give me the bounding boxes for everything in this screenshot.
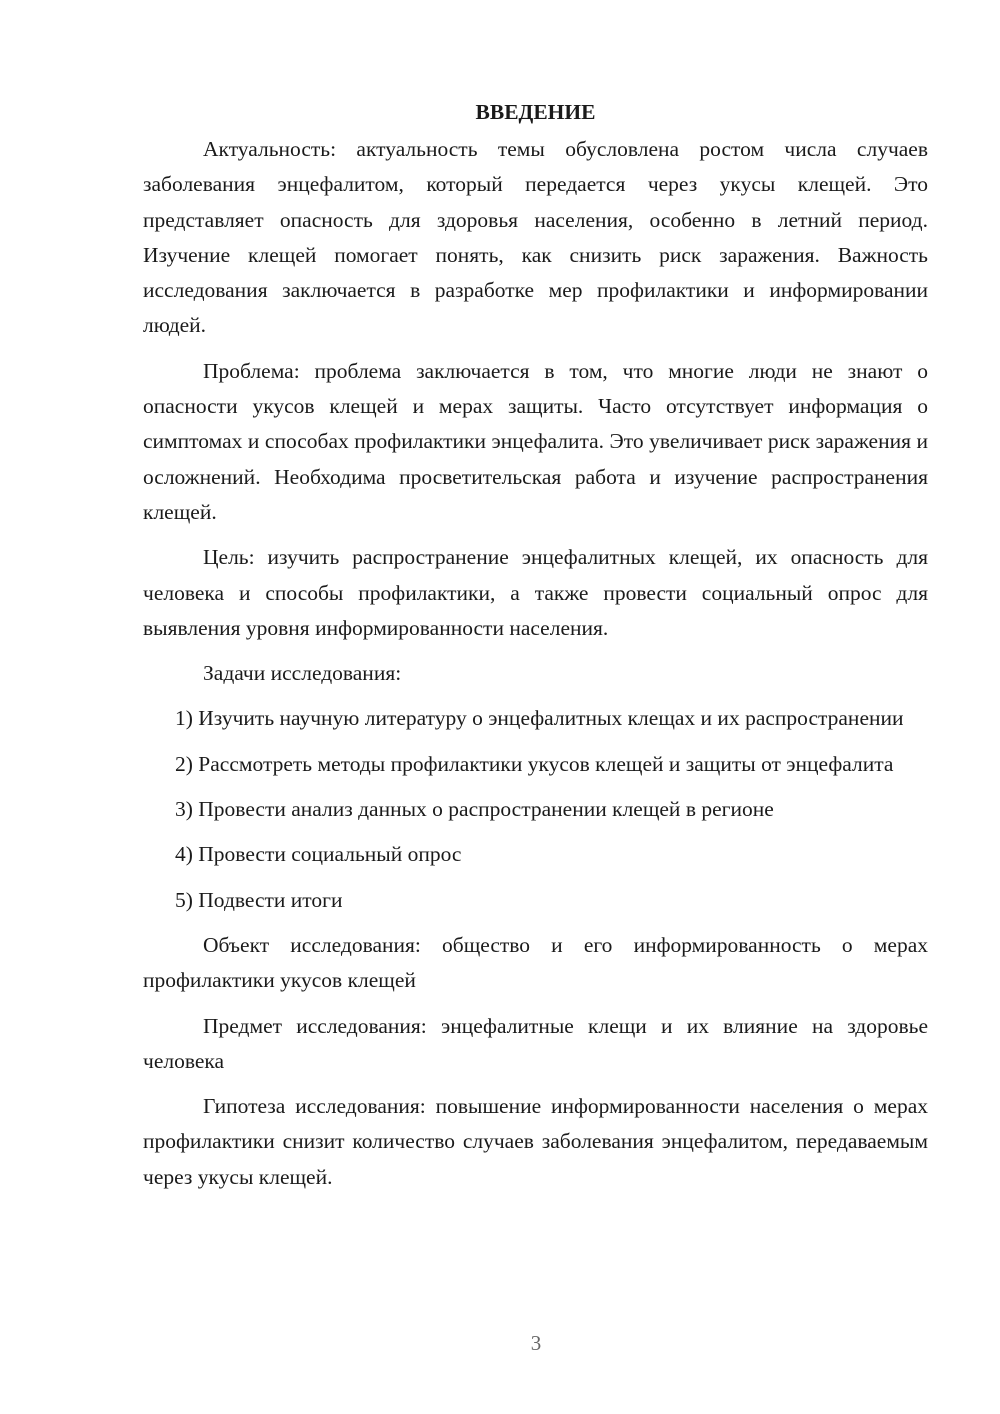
task-item-3: 3) Провести анализ данных о распространении клещей в регионе [175, 797, 774, 822]
tasks-heading: Задачи исследования: [203, 661, 402, 686]
task-item-5: 5) Подвести итоги [175, 887, 343, 912]
problem-paragraph: Проблема: проблема заключается в том, что многие люди не знают о опасности укусов клещей и мерах защиты. Часто отсутствует информация о симптомах и способах профилактики энцефалита. Это увеличивает риск заражения и осложнений. Необходима просветительская работа и изучение распространения клещей. [143, 358, 928, 524]
object-paragraph: Объект исследования: общество и его информированность о мерах профилактики укусов клещей [143, 932, 928, 993]
task-item-1: 1) Изучить научную литературу о энцефалитных клещах и их распространении [175, 706, 904, 731]
document-page [143, 92, 928, 1205]
task-item-2: 2) Рассмотреть методы профилактики укусов клещей и защиты от энцефалита [175, 751, 894, 776]
relevance-paragraph: Актуальность: актуальность темы обусловлена ростом числа случаев заболевания энцефалитом, который передается через укусы клещей. Это представляет опасность для здоровья населения, особенно в летний период. Изучение клещей помогает понять, как снизить риск заражения. Важность исследования заключается в разработке мер профилактики и информировании людей. [143, 137, 928, 338]
subject-paragraph: Предмет исследования: энцефалитные клещи и их влияние на здоровье человека [143, 1013, 928, 1073]
page-number: 3 [530, 1331, 542, 1355]
hypothesis-paragraph: Гипотеза исследования: повышение информированности населения о мерах профилактики снизит количество случаев заболевания энцефалитом, передаваемым через укусы клещей. [143, 1094, 928, 1189]
goal-paragraph: Цель: изучить распространение энцефалитных клещей, их опасность для человека и способы профилактики, а также провести социальный опрос для выявления уровня информированности населения. [143, 545, 928, 640]
page-title: ВВЕДЕНИЕ [475, 100, 596, 124]
task-item-4: 4) Провести социальный опрос [175, 842, 462, 867]
